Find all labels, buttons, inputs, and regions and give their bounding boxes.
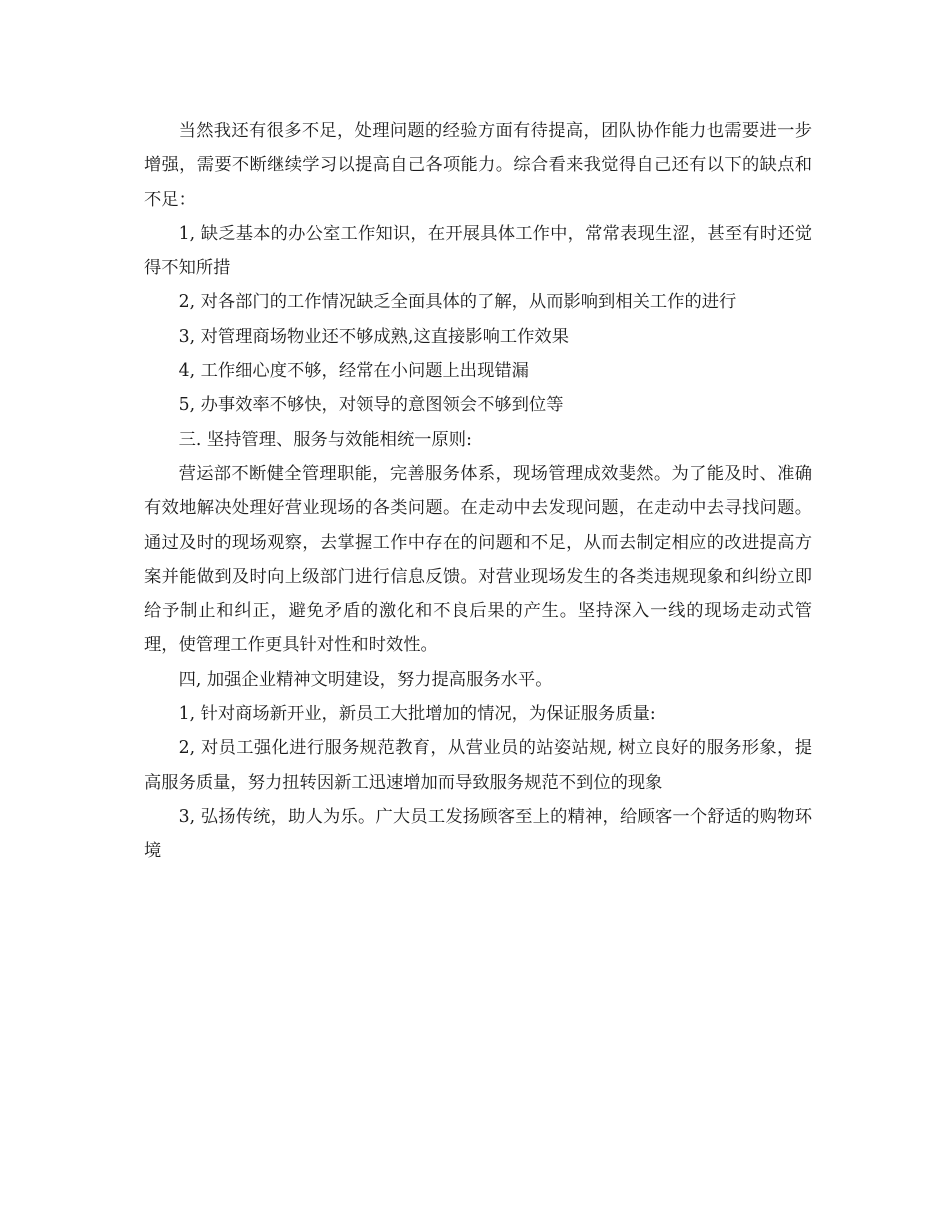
paragraph-shortcoming-3: 3, 对管理商场物业还不够成熟,这直接影响工作效果 (178, 326, 569, 347)
paragraph-measure-2: 2, 对员工强化进行服务规范教育，从营业员的站姿站规, 树立良好的服务形象，提高服务质量，努力扭转因新工迅速增加而导致服务规范不到位的现象 (144, 738, 812, 793)
paragraph-intro: 当然我还有很多不足，处理问题的经验方面有待提高，团队协作能力也需要进一步增强，需要不断继续学习以提高自己各项能力。综合看来我觉得自己还有以下的缺点和不足： (144, 121, 812, 210)
section-heading-3: 三. 坚持管理、服务与效能相统一原则: (178, 429, 472, 450)
paragraph-shortcoming-5: 5, 办事效率不够快，对领导的意图领会不够到位等 (178, 395, 564, 416)
paragraph-measure-3: 3, 弘扬传统，助人为乐。广大员工发扬顾客至上的精神，给顾客一个舒适的购物环境 (144, 806, 812, 862)
paragraph-shortcoming-2: 2, 对各部门的工作情况缺乏全面具体的了解，从而影响到相关工作的进行 (178, 292, 737, 313)
paragraph-measure-1: 1, 针对商场新开业，新员工大批增加的情况，为保证服务质量: (178, 704, 656, 725)
paragraph-operations: 营运部不断健全管理职能，完善服务体系，现场管理成效斐然。为了能及时、准确有效地解决处理好营业现场的各类问题。在走动中去发现问题，在走动中去寻找问题。通过及时的现场观察，去掌握工作中存在的问题和不足，从而去制定相应的改进提高方案并能做到及时向上级部门进行信息反馈。对营业现场发生的各类违规现象和纠纷立即给予制止和纠正，避免矛盾的激化和不良后果的产生。坚持深入一线的现场走动式管理，使管理工作更具针对性和时效性。 (144, 463, 812, 656)
section-heading-4: 四, 加强企业精神文明建设，努力提高服务水平。 (178, 669, 553, 690)
document-body (144, 114, 812, 869)
paragraph-shortcoming-1: 1, 缺乏基本的办公室工作知识，在开展具体工作中，常常表现生涩，甚至有时还觉得不知所措 (144, 223, 812, 279)
paragraph-shortcoming-4: 4, 工作细心度不够，经常在小问题上出现错漏 (178, 361, 529, 382)
